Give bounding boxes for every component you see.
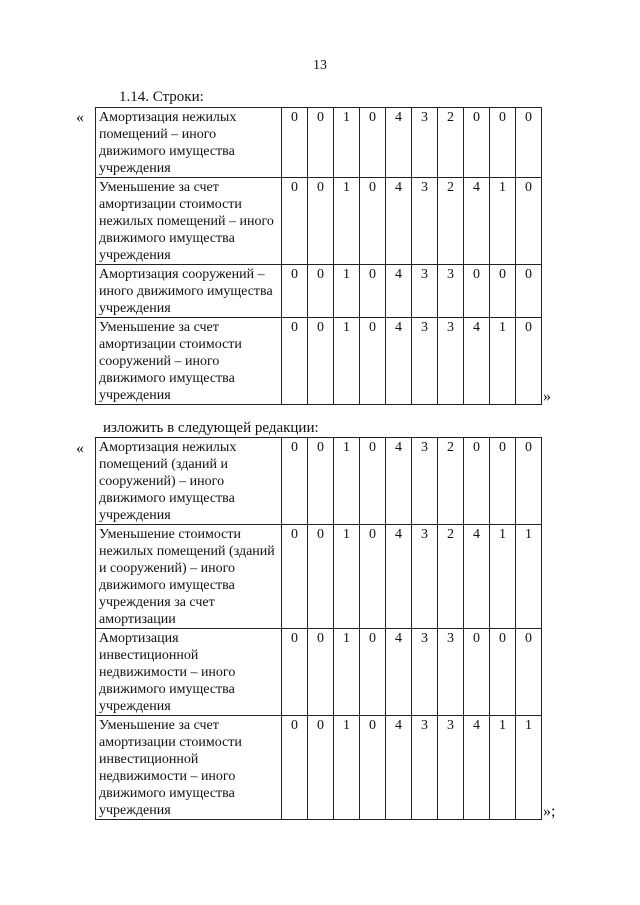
table-row [96,629,542,716]
code-digit: 1 [334,318,360,405]
code-digit: 0 [308,178,334,265]
code-digit: 0 [360,265,386,318]
new-rows-table [95,437,542,820]
table-row [96,716,542,820]
code-digit: 0 [360,629,386,716]
code-digit: 0 [490,265,516,318]
row-label: Уменьшение за счет амортизации стоимости инвестиционной недвижимости – иного движимого имущества учреждения [96,716,282,820]
code-digit: 3 [412,178,438,265]
section-heading: 1.14. Строки: [119,89,204,105]
code-digit: 0 [516,629,542,716]
code-digit: 4 [386,716,412,820]
table-row [96,318,542,405]
code-digit: 4 [386,438,412,525]
code-digit: 0 [516,438,542,525]
code-digit: 0 [282,525,308,629]
close-quote-1: » [543,388,551,405]
code-digit: 0 [308,629,334,716]
old-rows-table [95,107,542,405]
code-digit: 3 [438,318,464,405]
code-digit: 3 [412,716,438,820]
code-digit: 3 [412,525,438,629]
code-digit: 3 [412,438,438,525]
page-number: 13 [313,58,327,73]
row-label: Уменьшение стоимости нежилых помещений (зданий и сооружений) – иного движимого имущества учреждения за счет амортизации [96,525,282,629]
code-digit: 0 [360,108,386,178]
table-row [96,178,542,265]
code-digit: 3 [412,318,438,405]
code-digit: 1 [516,525,542,629]
code-digit: 0 [308,438,334,525]
code-digit: 3 [438,265,464,318]
code-digit: 0 [282,629,308,716]
code-digit: 4 [386,265,412,318]
code-digit: 0 [490,108,516,178]
code-digit: 1 [334,108,360,178]
code-digit: 0 [308,716,334,820]
code-digit: 3 [412,108,438,178]
code-digit: 1 [334,716,360,820]
open-quote-2: « [76,440,84,457]
code-digit: 1 [334,178,360,265]
code-digit: 2 [438,438,464,525]
row-label: Амортизация сооружений – иного движимого имущества учреждения [96,265,282,318]
code-digit: 1 [334,265,360,318]
code-digit: 0 [516,108,542,178]
code-digit: 0 [490,438,516,525]
code-digit: 4 [386,178,412,265]
table-row [96,525,542,629]
code-digit: 2 [438,525,464,629]
table-row [96,108,542,178]
code-digit: 0 [282,438,308,525]
code-digit: 1 [490,178,516,265]
code-digit: 0 [464,629,490,716]
code-digit: 1 [490,525,516,629]
table-row [96,438,542,525]
code-digit: 0 [308,525,334,629]
code-digit: 4 [386,318,412,405]
code-digit: 2 [438,108,464,178]
code-digit: 0 [360,438,386,525]
code-digit: 0 [282,716,308,820]
code-digit: 4 [464,525,490,629]
code-digit: 1 [334,438,360,525]
code-digit: 1 [334,525,360,629]
code-digit: 1 [490,318,516,405]
code-digit: 0 [282,108,308,178]
code-digit: 0 [464,108,490,178]
code-digit: 4 [464,716,490,820]
code-digit: 0 [516,178,542,265]
row-label: Уменьшение за счет амортизации стоимости нежилых помещений – иного движимого имущества учреждения [96,178,282,265]
code-digit: 1 [490,716,516,820]
table-row [96,265,542,318]
code-digit: 0 [490,629,516,716]
row-label: Амортизация нежилых помещений – иного движимого имущества учреждения [96,108,282,178]
code-digit: 0 [282,318,308,405]
code-digit: 0 [516,318,542,405]
code-digit: 2 [438,178,464,265]
close-quote-2: »; [543,803,556,820]
code-digit: 0 [464,265,490,318]
code-digit: 1 [516,716,542,820]
row-label: Амортизация нежилых помещений (зданий и сооружений) – иного движимого имущества учреждения [96,438,282,525]
code-digit: 0 [282,178,308,265]
code-digit: 3 [438,629,464,716]
code-digit: 0 [464,438,490,525]
code-digit: 0 [360,716,386,820]
code-digit: 4 [464,178,490,265]
code-digit: 0 [516,265,542,318]
code-digit: 3 [438,716,464,820]
code-digit: 4 [386,108,412,178]
code-digit: 4 [464,318,490,405]
code-digit: 0 [308,108,334,178]
code-digit: 0 [360,178,386,265]
code-digit: 3 [412,265,438,318]
code-digit: 4 [386,525,412,629]
code-digit: 0 [282,265,308,318]
code-digit: 0 [308,265,334,318]
code-digit: 0 [308,318,334,405]
code-digit: 1 [334,629,360,716]
code-digit: 4 [386,629,412,716]
row-label: Амортизация инвестиционной недвижимости – иного движимого имущества учреждения [96,629,282,716]
row-label: Уменьшение за счет амортизации стоимости сооружений – иного движимого имущества учреждения [96,318,282,405]
intro-text: изложить в следующей редакции: [103,420,319,436]
code-digit: 3 [412,629,438,716]
code-digit: 0 [360,318,386,405]
open-quote-1: « [76,109,84,126]
code-digit: 0 [360,525,386,629]
